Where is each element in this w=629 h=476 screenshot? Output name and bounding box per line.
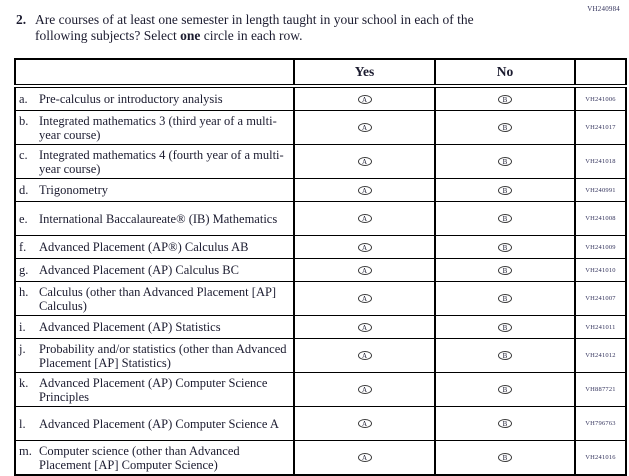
row-label: International Baccalaureate® (IB) Mathematics <box>39 211 278 226</box>
yes-response-bubble[interactable]: A <box>358 123 372 132</box>
no-cell <box>435 441 575 476</box>
course-cell <box>15 86 294 111</box>
header-empty-cell <box>15 59 294 86</box>
no-cell <box>435 202 575 236</box>
row-code: VH887721 <box>575 373 626 407</box>
no-response-bubble[interactable]: B <box>498 95 512 104</box>
row-label: Advanced Placement (AP) Computer Science Principles <box>39 375 268 404</box>
no-response-bubble[interactable]: B <box>498 123 512 132</box>
no-cell <box>435 145 575 179</box>
yes-cell <box>294 339 435 373</box>
table-row <box>15 145 626 179</box>
table-row <box>15 202 626 236</box>
yes-cell <box>294 111 435 145</box>
no-cell <box>435 282 575 316</box>
yes-response-bubble[interactable]: A <box>358 351 372 360</box>
course-cell <box>15 236 294 259</box>
table-row <box>15 259 626 282</box>
header-no: No <box>435 59 575 86</box>
yes-response-bubble[interactable]: A <box>358 385 372 394</box>
no-response-bubble[interactable]: B <box>498 323 512 332</box>
question <box>16 12 496 44</box>
row-letter: e. <box>19 211 28 226</box>
yes-response-bubble[interactable]: A <box>358 186 372 195</box>
row-code: VH241009 <box>575 236 626 259</box>
row-letter: l. <box>19 416 26 431</box>
row-code: VH796763 <box>575 407 626 441</box>
course-cell <box>15 282 294 316</box>
yes-response-bubble[interactable]: A <box>358 157 372 166</box>
yes-cell <box>294 179 435 202</box>
no-cell <box>435 259 575 282</box>
row-code: VH241010 <box>575 259 626 282</box>
no-response-bubble[interactable]: B <box>498 385 512 394</box>
row-label: Pre-calculus or introductory analysis <box>39 92 223 106</box>
row-letter: i. <box>19 320 26 334</box>
table-row <box>15 282 626 316</box>
table-row <box>15 339 626 373</box>
no-response-bubble[interactable]: B <box>498 214 512 223</box>
yes-cell <box>294 259 435 282</box>
yes-cell <box>294 236 435 259</box>
row-label: Advanced Placement (AP) Computer Science A <box>39 416 279 431</box>
no-cell <box>435 339 575 373</box>
yes-cell <box>294 316 435 339</box>
row-code: VH241011 <box>575 316 626 339</box>
row-label: Advanced Placement (AP) Statistics <box>39 320 221 334</box>
no-response-bubble[interactable]: B <box>498 186 512 195</box>
table-row <box>15 111 626 145</box>
row-label: Calculus (other than Advanced Placement [AP] Calculus) <box>39 284 277 313</box>
row-letter: b. <box>19 113 29 128</box>
row-code: VH241006 <box>575 86 626 111</box>
row-letter: c. <box>19 147 28 162</box>
yes-response-bubble[interactable]: A <box>358 266 372 275</box>
yes-response-bubble[interactable]: A <box>358 323 372 332</box>
row-letter: g. <box>19 263 29 277</box>
yes-cell <box>294 202 435 236</box>
yes-cell <box>294 441 435 476</box>
yes-response-bubble[interactable]: A <box>358 453 372 462</box>
no-response-bubble[interactable]: B <box>498 157 512 166</box>
row-label: Integrated mathematics 4 (fourth year of a multi-year course) <box>39 147 284 176</box>
row-letter: m. <box>19 443 32 458</box>
row-code: VH241012 <box>575 339 626 373</box>
no-response-bubble[interactable]: B <box>498 453 512 462</box>
yes-cell <box>294 373 435 407</box>
row-letter: h. <box>19 284 29 299</box>
row-code: VH241007 <box>575 282 626 316</box>
row-code: VH241017 <box>575 111 626 145</box>
course-cell <box>15 316 294 339</box>
no-cell <box>435 111 575 145</box>
form-code: VH240984 <box>587 5 620 13</box>
question-text-end: circle in each row. <box>200 28 303 43</box>
no-cell <box>435 236 575 259</box>
row-code: VH241008 <box>575 202 626 236</box>
course-cell <box>15 441 294 476</box>
question-text-start: Are courses of at least one semester in length taught in your school in each of the following subjects? Select <box>35 12 474 43</box>
yes-response-bubble[interactable]: A <box>358 419 372 428</box>
row-letter: k. <box>19 375 29 390</box>
no-response-bubble[interactable]: B <box>498 419 512 428</box>
question-text <box>35 12 496 44</box>
no-cell <box>435 316 575 339</box>
no-cell <box>435 373 575 407</box>
table-row <box>15 236 626 259</box>
no-cell <box>435 407 575 441</box>
header-row <box>15 59 626 86</box>
table-row <box>15 86 626 111</box>
table-row <box>15 179 626 202</box>
course-cell <box>15 407 294 441</box>
course-cell <box>15 373 294 407</box>
no-cell <box>435 179 575 202</box>
header-yes: Yes <box>294 59 435 86</box>
row-letter: a. <box>19 92 28 106</box>
row-label: Advanced Placement (AP®) Calculus AB <box>39 240 249 254</box>
yes-response-bubble[interactable]: A <box>358 214 372 223</box>
table-row <box>15 316 626 339</box>
yes-response-bubble[interactable]: A <box>358 243 372 252</box>
row-code: VH240991 <box>575 179 626 202</box>
table-row <box>15 373 626 407</box>
row-label: Advanced Placement (AP) Calculus BC <box>39 263 239 277</box>
row-letter: f. <box>19 240 27 254</box>
course-cell <box>15 145 294 179</box>
row-label: Trigonometry <box>39 183 108 197</box>
yes-response-bubble[interactable]: A <box>358 294 372 303</box>
no-response-bubble[interactable]: B <box>498 294 512 303</box>
question-text-bold: one <box>180 28 201 43</box>
yes-cell <box>294 282 435 316</box>
row-letter: d. <box>19 183 29 197</box>
header-code-empty-cell <box>575 59 626 86</box>
no-cell <box>435 86 575 111</box>
row-code: VH241016 <box>575 441 626 476</box>
course-cell <box>15 179 294 202</box>
no-response-bubble[interactable]: B <box>498 351 512 360</box>
question-number: 2. <box>16 12 27 27</box>
table-row <box>15 407 626 441</box>
no-response-bubble[interactable]: B <box>498 243 512 252</box>
course-cell <box>15 111 294 145</box>
row-label: Computer science (other than Advanced Placement [AP] Computer Science) <box>39 443 240 472</box>
table-row <box>15 441 626 476</box>
row-label: Probability and/or statistics (other than Advanced Placement [AP] Statistics) <box>39 341 287 370</box>
row-code: VH241018 <box>575 145 626 179</box>
row-label: Integrated mathematics 3 (third year of a multi-year course) <box>39 113 277 142</box>
yes-response-bubble[interactable]: A <box>358 95 372 104</box>
response-table <box>14 58 627 476</box>
no-response-bubble[interactable]: B <box>498 266 512 275</box>
course-cell <box>15 202 294 236</box>
yes-cell <box>294 145 435 179</box>
yes-cell <box>294 407 435 441</box>
yes-cell <box>294 86 435 111</box>
course-cell <box>15 259 294 282</box>
row-letter: j. <box>19 341 26 356</box>
course-cell <box>15 339 294 373</box>
